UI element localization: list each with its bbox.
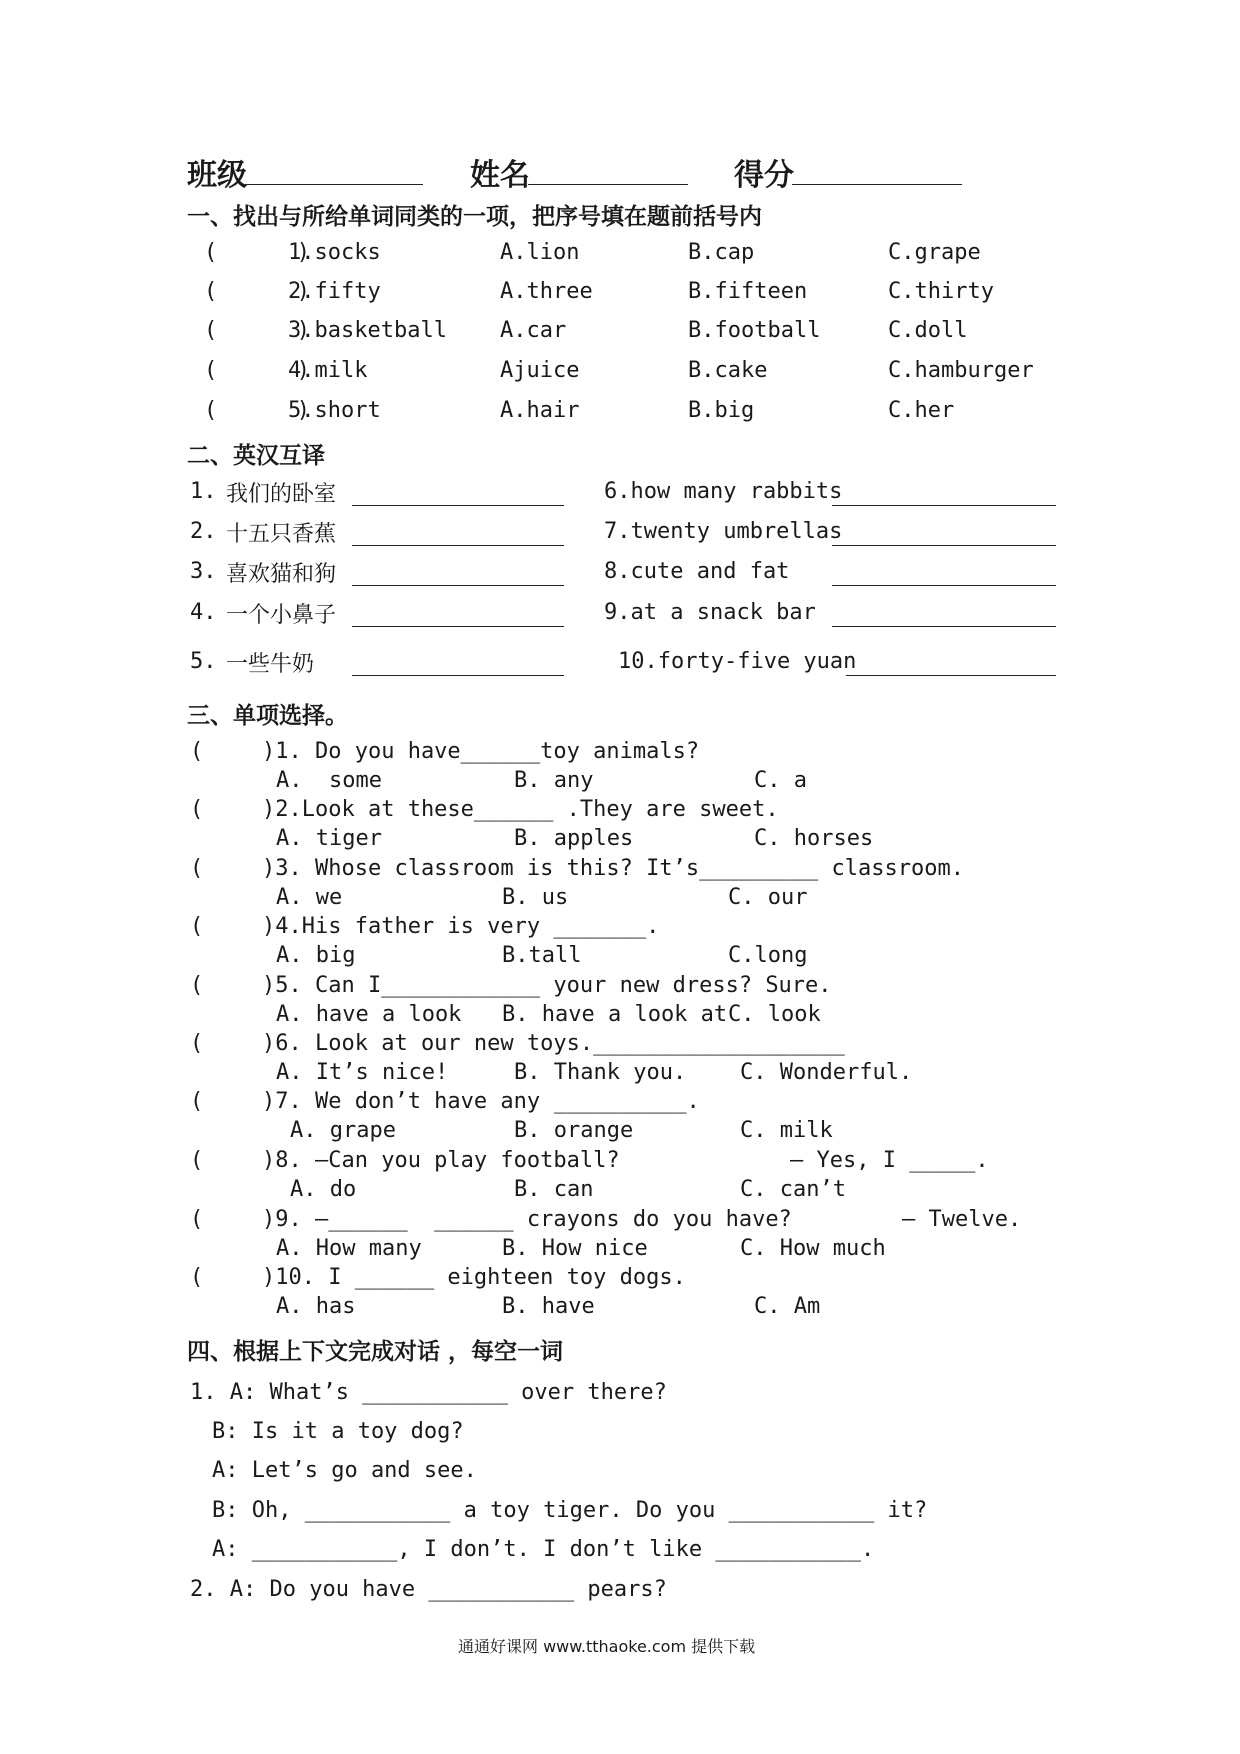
chinese-phrase: 十五只香蕉 [226,522,337,547]
dialogue-line: A: Let’s go and see. [212,1458,477,1483]
answer-paren[interactable]: ( [190,797,204,822]
option-a: A. It’s nice! [276,1060,449,1085]
answer-paren[interactable]: ( [190,1265,204,1290]
answer-paren[interactable]: ( ) [204,318,310,343]
chinese-phrase: 一个小鼻子 [226,603,337,628]
name-label: 姓名 [470,158,530,193]
option-b: B.tall [502,943,582,968]
option-a: A. has [276,1294,356,1319]
english-phrase: 8.cute and fat [604,559,790,584]
question-stem: )10. I ______ eighteen toy dogs. [262,1265,686,1290]
item-number: 1. [190,479,217,504]
option-c: C.grape [888,240,981,265]
question-stem: )2.Look at these______ .They are sweet. [262,797,779,822]
answer-paren[interactable]: ( [190,914,204,939]
answer-blank[interactable]: __________. [554,1089,700,1114]
option-a: A. big [276,943,356,968]
answer-blank[interactable] [832,626,1056,627]
answer-paren[interactable]: ( [190,739,204,764]
option-a: A. we [276,885,343,910]
option-b: B. have a look at [502,1002,728,1027]
answer-paren[interactable]: ( [190,856,204,881]
option-c: C. can’t [740,1177,846,1202]
reply-text: — Yes, I _____. [790,1148,989,1173]
question-stem: )1. Do you have______toy animals? [262,739,700,764]
question-stem: )5. Can I____________ your new dress? Sure. [262,973,832,998]
answer-paren[interactable]: ( ) [204,398,310,423]
english-phrase: 6.how many rabbits [604,479,843,504]
answer-paren[interactable]: ( [190,1031,204,1056]
option-c: C. our [728,885,808,910]
item-number: 5. [190,649,217,674]
dialogue-line: 2. A: Do you have ___________ pears? [190,1577,667,1602]
option-b: B. any [514,768,594,793]
answer-paren[interactable]: ( [190,1089,204,1114]
option-a: A.lion [500,240,580,265]
section3-title: 三、单项选择。 [187,703,348,729]
answer-paren[interactable]: ( [190,973,204,998]
question-stem: )7. We don’t have any [262,1089,541,1114]
option-b: B.big [688,398,755,423]
section4-title: 四、根据上下文完成对话 ，每空一词 [187,1339,564,1365]
score-blank[interactable] [792,184,962,185]
question-word: 2.fifty [288,279,381,304]
class-blank[interactable] [245,184,423,185]
option-b: B. orange [514,1118,634,1143]
option-c: C.doll [888,318,968,343]
question-stem: )8. —Can you play football? [262,1148,620,1173]
chinese-phrase: 我们的卧室 [226,482,337,507]
option-c: C. Wonderful. [740,1060,913,1085]
dialogue-line: A: ___________, I don’t. I don’t like ___________. [212,1537,875,1562]
answer-blank[interactable] [352,505,564,506]
option-b: B. apples [514,826,634,851]
section1-title: 一、找出与所给单词同类的一项，把序号填在题前括号内 [187,204,762,230]
option-c: C. look [728,1002,821,1027]
dialogue-line: 1. A: What’s ___________ over there? [190,1380,667,1405]
chinese-phrase: 一些牛奶 [226,652,315,677]
answer-paren[interactable]: ( [190,1148,204,1173]
answer-paren[interactable]: ( [190,1207,204,1232]
dialogue-line: B: Is it a toy dog? [212,1419,464,1444]
chinese-phrase: 喜欢猫和狗 [226,562,337,587]
option-b: B.cake [688,358,768,383]
answer-blank[interactable] [352,626,564,627]
english-phrase: 7.twenty umbrellas [604,519,843,544]
answer-paren[interactable]: ( ) [204,358,310,383]
question-stem: )6. Look at our new toys.___________________ [262,1031,845,1056]
section2-title: 二、英汉互译 [187,443,325,469]
option-c: C.her [888,398,955,423]
option-c: C. How much [740,1236,886,1261]
option-a: A. tiger [276,826,382,851]
option-a: A. do [290,1177,357,1202]
answer-blank[interactable] [352,675,564,676]
answer-blank[interactable] [832,545,1056,546]
answer-blank[interactable] [846,675,1056,676]
option-b: B. have [502,1294,595,1319]
option-c: C. horses [754,826,874,851]
option-a: A. have a look [276,1002,462,1027]
answer-blank[interactable] [352,585,564,586]
english-phrase: 9.at a snack bar [604,600,816,625]
dialogue-line: B: Oh, ___________ a toy tiger. Do you ___________ it? [212,1498,928,1523]
option-a: A.hair [500,398,580,423]
score-label: 得分 [734,158,794,193]
answer-blank[interactable] [832,585,1056,586]
question-word: 1.socks [288,240,381,265]
option-c: C. Am [754,1294,821,1319]
question-stem: )4.His father is very _______. [262,914,660,939]
option-b: B.fifteen [688,279,808,304]
answer-blank[interactable] [352,545,564,546]
reply-text: — Twelve. [902,1207,1022,1232]
item-number: 3. [190,559,217,584]
footer-text: 通通好课网 www.tthaoke.com 提供下载 [458,1637,756,1656]
option-b: B.football [688,318,821,343]
question-word: 3.basketball [288,318,447,343]
option-c: C. a [754,768,807,793]
option-b: B. us [502,885,569,910]
item-number: 4. [190,600,217,625]
option-a: A. some [276,768,382,793]
option-c: C. milk [740,1118,833,1143]
class-label: 班级 [187,158,247,193]
question-stem: )9. —______ ______ crayons do you have? [262,1207,792,1232]
answer-paren[interactable]: ( ) [204,240,310,265]
option-a: A.car [500,318,567,343]
name-blank[interactable] [528,184,688,185]
option-c: C.long [728,943,808,968]
option-b: B. How nice [502,1236,648,1261]
option-a: A. grape [290,1118,396,1143]
question-stem: )3. Whose classroom is this? It’s_________ classroom. [262,856,964,881]
option-a: Ajuice [500,358,580,383]
item-number: 2. [190,519,217,544]
question-word: 4.milk [288,358,368,383]
option-b: B. can [514,1177,594,1202]
option-c: C.thirty [888,279,994,304]
option-a: A. How many [276,1236,422,1261]
option-a: A.three [500,279,593,304]
option-b: B.cap [688,240,755,265]
question-word: 5.short [288,398,381,423]
english-phrase: 10.forty-five yuan [618,649,857,674]
answer-paren[interactable]: ( ) [204,279,310,304]
option-b: B. Thank you. [514,1060,687,1085]
option-c: C.hamburger [888,358,1034,383]
answer-blank[interactable] [832,505,1056,506]
